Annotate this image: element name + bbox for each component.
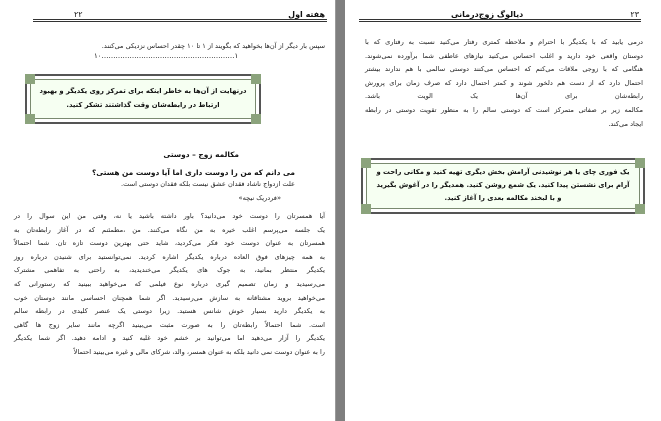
left-body-line: یکدیگر منتظر بمانید، به جوک های یکدیگر می‌خندیدید، به راحتی به تفاهمی مشترک: [14, 266, 325, 275]
right-body-line: مکالمه زیر بر صفاتی متمرکز است که دوستی سالم را به منظور تقویت دوستی در رابطه: [365, 105, 643, 114]
left-scale-line: ۱۰…………………………………………………۱: [94, 52, 239, 60]
left-body-line: را به عنوان دوست نمی دانید بلکه به عنوان همسر، والد، شرکای مالی و غیره می‌بینید احتمالاً: [73, 347, 325, 356]
box-corner: [251, 74, 261, 84]
box-corner: [25, 74, 35, 84]
right-page: [345, 0, 661, 421]
left-body-line: به همه چیزهای فوق العاده درباره یکدیگر اشاره کردید. نمی‌توانستید برای شنیدن درباره روز: [14, 252, 325, 261]
right-body-line: احتمال دارد که از دست هم دلخور شوند و کمتر احتمال دارد که صرف زمان برای پرورش: [365, 78, 643, 87]
section-heading: مکالمه زوج – دوستی: [163, 150, 239, 159]
left-body-text: [14, 210, 325, 360]
right-page-header: [345, 8, 661, 26]
right-body-line: رابطه‌شان برای آن‌ها یک الویت باشد.: [365, 92, 643, 101]
box-corner: [251, 114, 261, 124]
right-body-line: درمی یابید که با یکدیگر با احترام و ملاحظه کمتری رفتار می‌کنید نسبت به رفتاری که با: [365, 38, 643, 46]
left-header-title: هفته اول: [288, 10, 325, 19]
box-corner: [25, 114, 35, 124]
right-header-title: دیالوگ زوج‌درمانی: [451, 10, 524, 19]
scale-to: ۱۰: [94, 52, 102, 60]
right-body-text: [365, 36, 643, 131]
left-body-line: به یکدیگر دارید بسیار خوش شانس هستید. زیرا دوستی یک عنصر کلیدی در رابطه سالم: [14, 307, 325, 316]
left-page-number: ۲۲: [74, 10, 83, 19]
box-corner: [361, 204, 371, 214]
left-body-line: یکدیگر را آزار می‌دهید اما می‌توانید بر خشم خود غلبه کنید و ادامه دهید. اگر شما یکدیگر: [14, 334, 325, 343]
box-corner: [635, 158, 645, 168]
left-intro-line: سپس بار دیگر از آن‌ها بخواهید که بگویند از ۱ تا ۱۰ چقدر احساس نزدیکی می‌کنند.: [101, 42, 325, 50]
left-body-line: می‌رسیدید و زمان تصمیم گیری درباره نوع فیلمی که می‌خواهید ببینید که رستورانی که: [14, 279, 325, 288]
quote-author: «فردریک نیچه»: [238, 194, 281, 202]
left-body-line: یک جلسه می‌پرسم اغلب خیره به من نگاه می‌کنند. من ،مطمئنم که در آغاز رابطه‌تان به: [14, 225, 325, 234]
right-callout-box: [361, 158, 645, 214]
right-header-rule-double: [359, 21, 641, 22]
left-header-rule-double: [33, 21, 327, 22]
scale-from: ۱: [234, 52, 239, 60]
left-box-text: درنهایت از آن‌ها به خاطر اینکه برای تمرکز روی یکدیگر و بهبود ارتباط در رابطه‌شان وقت گذاشتند تشکر کنید.: [39, 87, 247, 109]
question-heading: می دانم که من را دوست داری اما آیا دوست من هستی؟: [92, 168, 295, 177]
box-corner: [635, 204, 645, 214]
right-page-number: ۲۳: [630, 10, 639, 19]
left-body-line: همسرتان به عنوان دوست خود فکر می‌کردید، شاید حتی بهترین دوست تازه تان. شما احتمالاً: [14, 239, 325, 248]
left-page-header: [0, 8, 335, 26]
quote-author-name: فردریک نیچه: [242, 194, 277, 202]
right-box-text: یک فوری چای یا هر نوشیدنی آرامش بخش دیگری تهیه کنید و مکانی راحت و آرام برای نشستن پیدا کنید. یک شمع روشن کنید. همدیگر را در آغوش بگیرید و با لبخند مکالمه بعدی را آغاز کنید.: [376, 168, 630, 202]
left-header-rule: [33, 19, 327, 20]
right-body-line: ایجاد می‌کند.: [608, 119, 643, 128]
box-corner: [361, 158, 371, 168]
right-body-line: هنگامی که با زوجی ملاقات می‌کنم که احساس می‌کنند دوستی سالمی با هم ندارند بیشتر: [365, 65, 643, 74]
right-header-rule: [359, 19, 641, 20]
right-body-line: دوستان واقعی خود دارید و اغلب احساس می‌کنید نیازهای عاطفی شما برآورده نمی‌شوند.: [365, 51, 643, 60]
left-callout-box: [25, 74, 261, 124]
left-body-line: است. شما احتمالاً رابطه‌تان را به صورت مثبت می‌بینید اگرچه مانند سایر زوج ها گاهی: [14, 320, 325, 329]
left-body-line: می‌خواهید بروید مشتاقانه به سازش می‌رسیدید. اگر شما همچنان احساسی مانند دوستان خوب: [14, 293, 325, 302]
question-note: علت ازدواج ناشاد فقدان عشق نیست بلکه فقدان دوستی است.: [121, 180, 295, 188]
left-body-line: آیا همسرتان را دوست خود می‌دانید؟ باور داشته باشید یا نه، وقتی من این سوال را در: [14, 212, 325, 220]
